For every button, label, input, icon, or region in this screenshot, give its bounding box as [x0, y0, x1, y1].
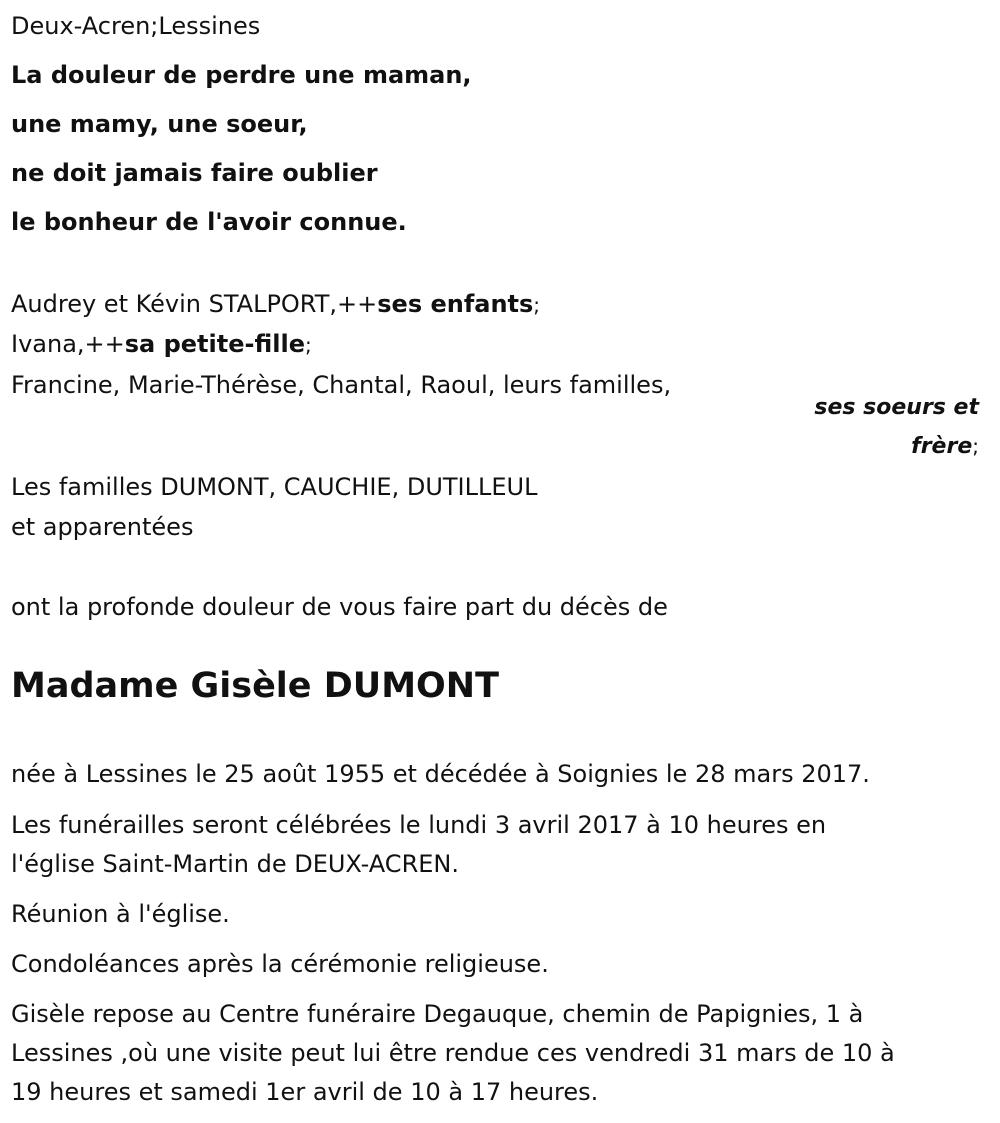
rest-line-2: Lessines ,où une visite peut lui être rendue ces vendredi 31 mars de 10 à	[11, 1039, 895, 1067]
siblings-relation	[579, 388, 979, 466]
condolences: Condoléances après la cérémonie religieuse.	[11, 950, 549, 978]
verse-line-2: une mamy, une soeur,	[11, 110, 308, 138]
verse-line-3: ne doit jamais faire oublier	[11, 159, 378, 187]
siblings-relation-line-2	[579, 427, 979, 466]
siblings-names: Francine, Marie-Thérèse, Chantal, Raoul, leurs familles,	[11, 371, 672, 399]
granddaughter-relation: sa petite-fille	[124, 330, 305, 358]
children-relation: ses enfants	[377, 290, 534, 318]
location-header: Deux-Acren;Lessines	[11, 12, 261, 40]
siblings-relation-line-1: ses soeurs et	[814, 395, 979, 420]
birth-death: née à Lessines le 25 août 1955 et décédée à Soignies le 28 mars 2017.	[11, 760, 870, 788]
families-line-2: et apparentées	[11, 513, 194, 541]
funeral-line-1: Les funérailles seront célébrées le lundi 3 avril 2017 à 10 heures en	[11, 811, 827, 839]
rest-line-3: 19 heures et samedi 1er avril de 10 à 17 heures.	[11, 1078, 599, 1106]
granddaughter-name: Ivana,++	[11, 330, 125, 358]
announcement: ont la profonde douleur de vous faire part du décès de	[11, 593, 668, 621]
siblings-relation-frere: frère	[911, 434, 973, 459]
children-names: Audrey et Kévin STALPORT,++	[11, 290, 378, 318]
rest-line-1: Gisèle repose au Centre funéraire Degauque, chemin de Papignies, 1 à	[11, 1000, 864, 1028]
separator: ;	[972, 434, 979, 458]
separator: ;	[533, 293, 541, 317]
deceased-name: Madame Gisèle DUMONT	[11, 666, 499, 706]
funeral-line-2: l'église Saint-Martin de DEUX-ACREN.	[11, 850, 459, 878]
meeting: Réunion à l'église.	[11, 900, 230, 928]
verse-line-1: La douleur de perdre une maman,	[11, 61, 472, 89]
granddaughter-line	[11, 324, 312, 365]
verse-block	[11, 51, 472, 247]
separator: ;	[305, 333, 312, 357]
children-line	[11, 284, 540, 325]
verse-line-4: le bonheur de l'avoir connue.	[11, 208, 407, 236]
details-block	[11, 755, 991, 1112]
families-line-1: Les familles DUMONT, CAUCHIE, DUTILLEUL	[11, 473, 538, 501]
